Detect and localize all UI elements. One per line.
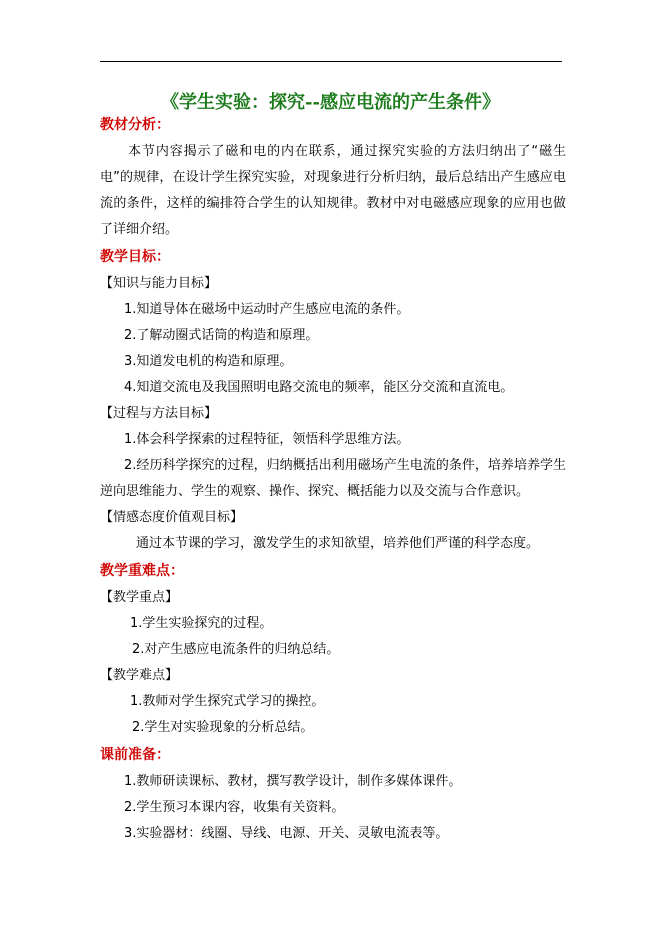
- focus-label: 【教学重点】: [100, 590, 179, 605]
- process-item: 1.体会科学探索的过程特征，领悟科学思维方法。: [124, 432, 410, 447]
- header-rule: [100, 61, 562, 62]
- document-title: 《学生实验：探究--感应电流的产生条件》: [161, 92, 500, 113]
- knowledge-item: 2.了解动圈式话筒的构造和原理。: [124, 328, 319, 343]
- knowledge-item: 1.知道导体在磁场中运动时产生感应电流的条件。: [124, 302, 410, 317]
- difficulty-item: 2.学生对实验现象的分析总结。: [132, 720, 314, 735]
- preparation-item: 3.实验器材：线圈、导线、电源、开关、灵敏电流表等。: [124, 826, 449, 841]
- process-item: 2.经历科学探究的过程，归纳概括出利用磁场产生电流的条件，培养培养学生逆向思维能力、学生的观察、操作、探究、概括能力以及交流与合作意识。: [100, 458, 566, 499]
- document-body: [100, 115, 566, 847]
- knowledge-item: 3.知道发电机的构造和原理。: [124, 354, 293, 369]
- process-label: 【过程与方法目标】: [100, 406, 218, 421]
- preparation-item: 2.学生预习本课内容，收集有关资料。: [124, 800, 345, 815]
- focus-item: 2.对产生感应电流条件的归纳总结。: [132, 642, 340, 657]
- knowledge-label: 【知识与能力目标】: [100, 276, 218, 291]
- difficulty-label: 【教学难点】: [100, 668, 179, 683]
- emotion-text: 通过本节课的学习，激发学生的求知欲望，培养他们严谨的科学态度。: [136, 536, 540, 551]
- preparation-item: 1.教师研读课标、教材，撰写教学设计，制作多媒体课件。: [124, 774, 462, 789]
- analysis-paragraph: 本节内容揭示了磁和电的内在联系，通过探究实验的方法归纳出了“磁生电”的规律，在设计学生探究实验，对现象进行分析归纳，最后总结出产生感应电流的条件，这样的编排符合学生的认知规律。教材中对电磁感应现象的应用也做了详细介绍。: [100, 144, 566, 237]
- knowledge-item: 4.知道交流电及我国照明电路交流电的频率，能区分交流和直流电。: [124, 380, 514, 395]
- section-heading-keypoints: 教学重难点：: [100, 563, 184, 579]
- section-heading-analysis: 教材分析：: [100, 117, 170, 133]
- section-heading-preparation: 课前准备：: [100, 747, 170, 763]
- focus-item: 1.学生实验探究的过程。: [130, 616, 273, 631]
- section-heading-objectives: 教学目标：: [100, 249, 170, 265]
- emotion-label: 【情感态度价值观目标】: [100, 510, 244, 525]
- difficulty-item: 1.教师对学生探究式学习的操控。: [130, 694, 325, 709]
